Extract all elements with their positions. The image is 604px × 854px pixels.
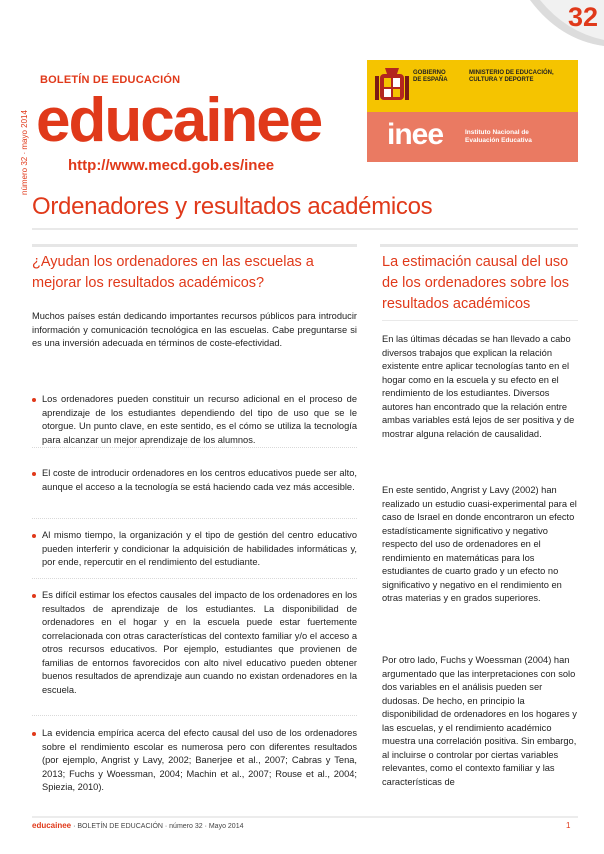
issue-date-text: número 32 · mayo 2014	[20, 110, 29, 195]
list-item: La evidencia empírica acerca del efecto causal del uso de los ordenadores sobre el rendimiento escolar es numerosa pero con diferentes resultados (por ejemplo, Angrist y Lavy, 2002; Banerjee et al., 2007; Cabras y Tena, 2013; Fuchs y Woessman, 2004; Machin et al., 2007; Rouse et al., 2004; Spiezia, 2010).	[32, 727, 357, 795]
bullet-icon	[32, 594, 36, 598]
bullet-icon	[32, 534, 36, 538]
list-item: Al mismo tiempo, la organización y el tipo de gestión del centro educativo pueden interferir y condicionar la adquisición de habilidades informáticas y, por ende, repercutir en el rendimiento del estudiante.	[32, 529, 357, 570]
list-item: Es difícil estimar los efectos causales del impacto de los ordenadores en los resultados de aprendizaje de los estudiantes. La disponibilidad de ordenadores en el hogar y en la escuela puede estar fuertemente correlacionada con otras características del contexto familiar y/o el acceso a otros recursos educativos. Por ejemplo, estudiantes que provienen de familias de entornos favorecidos con alto nivel educativo pueden obtener buenos resultados de aprendizaje aun cuando no existan ordenadores en la escuela.	[32, 589, 357, 697]
right-column-bar	[380, 244, 578, 247]
list-item: El coste de introducir ordenadores en los centros educativos puede ser alto, aunque el acceso a la tecnología se está haciendo cada vez más accesible.	[32, 467, 357, 494]
footer	[32, 821, 243, 830]
bullet-icon	[32, 398, 36, 402]
inee-banner	[367, 112, 578, 162]
list-divider	[32, 518, 357, 519]
issue-date-vertical	[8, 60, 29, 200]
left-intro-paragraph: Muchos países están dedicando importantes recursos públicos para introducir información y comunicación tecnológica en las escuelas. Cabe preguntarse si es una inversión adecuada en términos de coste-efectividad.	[32, 311, 357, 348]
coat-of-arms-icon	[375, 66, 409, 106]
right-paragraph-2: En este sentido, Angrist y Lavy (2002) han realizado un estudio cuasi-experimental para el caso de Israel en donde encontraron un efecto estadísticamente significativo y negativo respecto del uso de ordenadores en el rendimiento en matemáticas para los estudiantes de cuarto grado y un efecto no significativo y negativo en el rendimiento en otras materias y en grados superiores.	[382, 485, 577, 603]
series-title: BOLETÍN DE EDUCACIÓN	[40, 74, 181, 86]
inee-logo: inee	[387, 118, 444, 151]
left-column-heading: ¿Ayudan los ordenadores en las escuelas a mejorar los resultados académicos?	[32, 254, 314, 291]
bullet-icon	[32, 732, 36, 736]
page-number: 1	[566, 821, 571, 830]
title-divider	[32, 228, 578, 230]
bullet-list	[32, 385, 357, 805]
left-column-bar	[32, 244, 357, 247]
issue-corner	[520, 0, 604, 46]
right-heading-divider	[382, 320, 578, 321]
ministerio-label: MINISTERIO DE EDUCACIÓN, CULTURA Y DEPORTE	[469, 70, 554, 83]
footer-text: · BOLETÍN DE EDUCACIÓN · número 32 · Mayo 2014	[73, 823, 244, 830]
right-paragraph-1: En las últimas décadas se han llevado a cabo diversos trabajos que explican la relación existente entre aplicar tecnologías tanto en el hogar como en la escuela y su efecto en el rendimiento de los estudiantes. Diversos autores han encontrado que la relación entre ambas variables está lejos de ser positiva y de mostrar alguna relación de causalidad.	[382, 334, 575, 439]
gobierno-label: GOBIERNO DE ESPAÑA	[413, 70, 448, 83]
list-divider	[32, 447, 357, 448]
right-paragraph-3: Por otro lado, Fuchs y Woessman (2004) han argumentado que las interpretaciones con solo dos variables en el análisis pueden ser dudosas. De hecho, en principio la disponibilidad de ordenadores en los hogares y las escuelas, y el rendimiento académico muestra una correlación positiva. Sin embargo, al incluirse o controlar por ciertas variables relevantes, como el contexto familiar y las características de	[382, 655, 577, 787]
page-title: Ordenadores y resultados académicos	[32, 193, 433, 220]
right-column-heading: La estimación causal del uso de los ordenadores sobre los resultados académicos	[382, 254, 570, 312]
ministry-banner	[367, 60, 578, 112]
bullet-icon	[32, 472, 36, 476]
footer-divider	[32, 816, 578, 818]
footer-brand: educainee	[32, 821, 72, 830]
brand-logo-text: educainee	[36, 86, 322, 155]
website-link[interactable]: http://www.mecd.gob.es/inee	[68, 157, 275, 174]
instituto-label: Instituto Nacional de Evaluación Educativa	[465, 129, 532, 144]
list-divider	[32, 578, 357, 579]
list-item: Los ordenadores pueden constituir un recurso adicional en el proceso de aprendizaje de los estudiantes dependiendo del tipo de uso que se le otorgue. Un punto clave, en este sentido, es el cómo se utiliza la tecnología para alcanzar un mejor aprendizaje de los alumnos.	[32, 393, 357, 447]
list-divider	[32, 715, 357, 716]
issue-number: 32	[567, 2, 598, 32]
